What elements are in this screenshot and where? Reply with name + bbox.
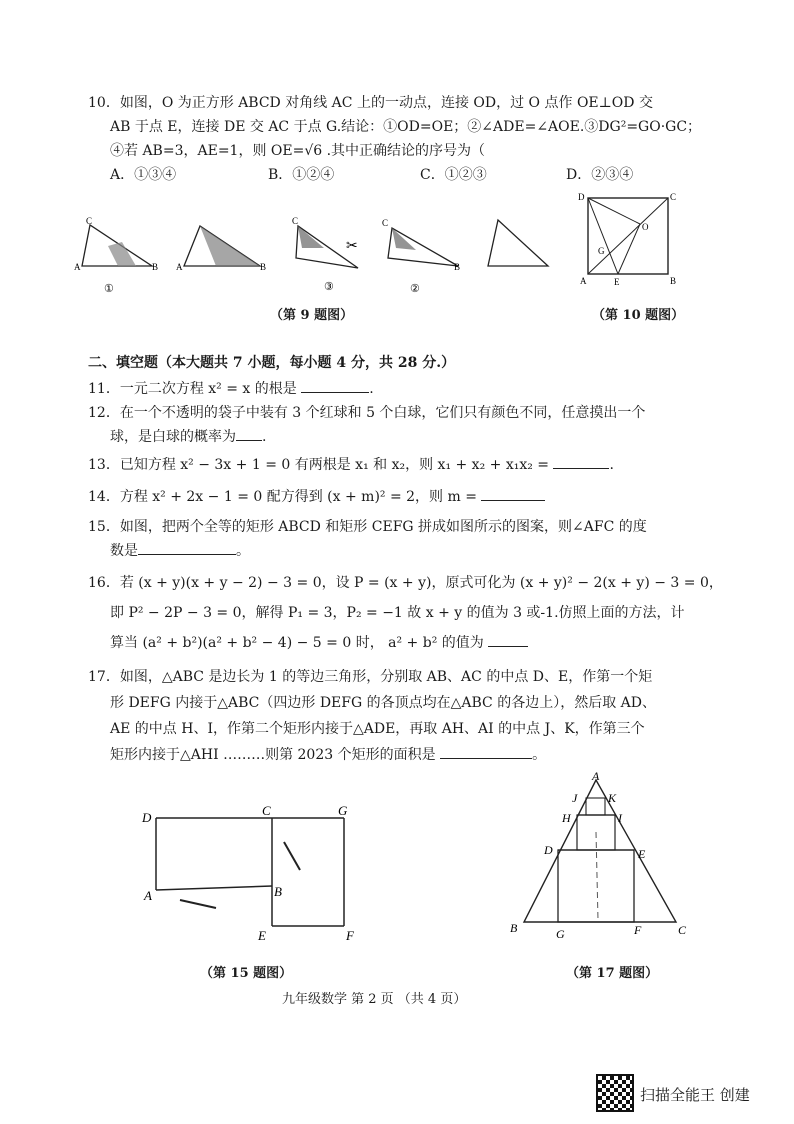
fig9-shaded-3 — [298, 226, 324, 248]
q12-answer-blank[interactable] — [236, 428, 262, 441]
fig15-label-a: A — [144, 888, 152, 903]
figure-17 — [500, 772, 700, 942]
q10-line3: ④若 AB=3，AE=1，则 OE=√6 .其中正确结论的序号为（ — [110, 143, 486, 159]
section2-title: 二、填空题（本大题共 7 小题，每小题 4 分，共 28 分.） — [88, 355, 456, 371]
q17-line2: 形 DEFG 内接于△ABC（四边形 DEFG 的各顶点均在△ABC 的各边上），然后取 AD、 — [110, 695, 656, 711]
q12-line1: 12．在一个不透明的袋子中装有 3 个红球和 5 个白球，它们只有颜色不同，任意摸出一个 — [88, 405, 646, 421]
fig17-label-e: E — [638, 847, 646, 861]
page-footer: 九年级数学 第 2 页 （共 4 页） — [282, 992, 467, 1007]
fig10-label-c: C — [670, 192, 677, 202]
fig17-label-f: F — [634, 923, 642, 937]
q10-option-c: C．①②③ — [420, 167, 487, 183]
qr-code-icon — [596, 1074, 634, 1112]
fig9-piece-label-3: ③ — [324, 281, 334, 293]
q13-end: . — [609, 457, 614, 473]
q15-end: 。 — [236, 543, 250, 559]
fig9-label-c3: C — [292, 216, 299, 226]
q12-line2 — [110, 426, 266, 446]
q11-answer-blank[interactable] — [301, 380, 369, 393]
q16-answer-blank[interactable] — [488, 634, 528, 647]
q14-text: 14．方程 x² + 2x − 1 = 0 配方得到 (x + m)² = 2，则 m = — [88, 489, 477, 505]
fig15-caption: （第 15 题图） — [200, 966, 293, 981]
fig9-label-b2: B — [260, 262, 267, 272]
q11-text: 11．一元二次方程 x² = x 的根是 — [88, 381, 297, 397]
q12-text: 球，是白球的概率为 — [110, 429, 236, 445]
fig10-diagonal-ac — [588, 198, 668, 274]
fig9-piece-label-1: ① — [104, 283, 114, 295]
fig15-label-e: E — [258, 928, 266, 943]
fig10-label-g: G — [598, 246, 605, 256]
q17-line4 — [110, 744, 546, 764]
fig9-triangle-5-shape — [488, 220, 548, 266]
fig9-label-b4: B — [454, 262, 461, 272]
fig9-label-a: A — [74, 262, 81, 272]
fig15-edge-ab — [156, 886, 272, 890]
fig9-triangle-5 — [484, 216, 554, 272]
q11-end: . — [369, 381, 374, 397]
q15-line1: 15．如图，把两个全等的矩形 ABCD 和矩形 CEFG 拼成如图所示的图案，则∠AFC 的度 — [88, 519, 647, 535]
fig9-label-c: C — [86, 216, 93, 226]
fig10-caption: （第 10 题图） — [592, 308, 685, 323]
q17-line1: 17．如图，△ABC 是边长为 1 的等边三角形，分别取 AB、AC 的中点 D、E，作第一个矩 — [88, 669, 653, 685]
q13-line — [88, 454, 614, 474]
fig10-line-oe — [618, 224, 640, 274]
fig10-label-o: O — [642, 222, 649, 232]
fig15-pencil-mark-2 — [180, 900, 216, 908]
fig10-line-de — [588, 198, 618, 274]
fig9-caption: （第 9 题图） — [270, 308, 354, 323]
q10-option-b: B．①②④ — [268, 167, 335, 183]
figure-9 — [70, 212, 470, 302]
scissors-icon: ✂ — [346, 239, 358, 254]
fig17-caption: （第 17 题图） — [566, 966, 659, 981]
fig10-label-b: B — [670, 276, 677, 286]
q12-end: . — [262, 429, 267, 445]
q17-text: 矩形内接于△AHI ………则第 2023 个矩形的面积是 — [110, 747, 436, 763]
q17-end: 。 — [532, 747, 547, 763]
fig15-pencil-mark — [284, 842, 300, 870]
fig17-label-b: B — [510, 921, 518, 935]
fig15-label-d: D — [142, 810, 152, 825]
fig17-label-k: K — [608, 791, 617, 805]
fig9-label-a2: A — [176, 262, 183, 272]
q16-line1: 16．若 (x + y)(x + y − 2) − 3 = 0，设 P = (x + y)，原式可化为 (x + y)² − 2(x + y) − 3 = 0， — [88, 575, 723, 591]
q15-answer-blank[interactable] — [138, 542, 236, 555]
fig17-dashed-line — [596, 832, 598, 920]
q11-line — [88, 378, 374, 398]
fig10-line-od — [588, 198, 640, 224]
figure-10 — [574, 190, 684, 290]
fig15-label-g: G — [338, 803, 348, 818]
fig17-label-c: C — [678, 923, 687, 937]
q10-option-a: A．①③④ — [110, 167, 177, 183]
fig9-label-c4: C — [382, 218, 389, 228]
q16-line3 — [110, 632, 528, 652]
q10-option-d: D．②③④ — [566, 167, 634, 183]
fig10-label-a: A — [580, 276, 587, 286]
q15-text: 数是 — [110, 543, 138, 559]
q17-line3: AE 的中点 H、I，作第二个矩形内接于△ADE，再取 AH、AI 的中点 J、K，作第三个 — [110, 721, 645, 737]
fig17-label-h: H — [562, 811, 571, 825]
fig15-label-f: F — [346, 928, 354, 943]
q13-text: 13．已知方程 x² − 3x + 1 = 0 有两根是 x₁ 和 x₂，则 x₁ + x₂ + x₁x₂ = — [88, 457, 550, 473]
fig15-label-c: C — [262, 803, 271, 818]
fig17-label-a: A — [592, 772, 600, 783]
fig9-piece-label-2: ② — [410, 283, 420, 295]
fig15-label-b: B — [274, 884, 282, 899]
q14-answer-blank[interactable] — [481, 488, 545, 501]
fig9-shaded-1 — [108, 242, 136, 266]
fig17-label-d: D — [544, 843, 553, 857]
q13-answer-blank[interactable] — [553, 456, 609, 469]
q14-line — [88, 486, 545, 506]
fig9-shaded-2 — [200, 226, 260, 266]
fig10-label-e: E — [614, 277, 620, 287]
q10-line2: AB 于点 E，连接 DE 交 AC 于点 G.结论：①OD=OE；②∠ADE=∠AOE.③DG²=GO·GC； — [110, 119, 702, 135]
fig17-label-g: G — [556, 927, 565, 941]
fig9-label-b: B — [152, 262, 159, 272]
fig17-rect-1 — [558, 850, 634, 922]
q10-line1: 10．如图，O 为正方形 ABCD 对角线 AC 上的一动点，连接 OD，过 O 点作 OE⊥OD 交 — [88, 95, 653, 111]
q16-line2: 即 P² − 2P − 3 = 0，解得 P₁ = 3，P₂ = −1 故 x + y 的值为 3 或-1.仿照上面的方法，计 — [110, 605, 685, 621]
q16-text: 算当 (a² + b²)(a² + b² − 4) − 5 = 0 时， a² + b² 的值为 — [110, 635, 484, 651]
fig17-rect-3 — [586, 798, 605, 815]
fig17-label-i: I — [618, 811, 622, 825]
watermark-text: 扫描全能王 创建 — [640, 1086, 750, 1104]
q15-line2 — [110, 540, 250, 560]
fig10-label-d: D — [578, 192, 585, 202]
q17-answer-blank[interactable] — [440, 746, 532, 759]
figure-15 — [140, 800, 370, 950]
fig17-label-j: J — [572, 791, 578, 805]
